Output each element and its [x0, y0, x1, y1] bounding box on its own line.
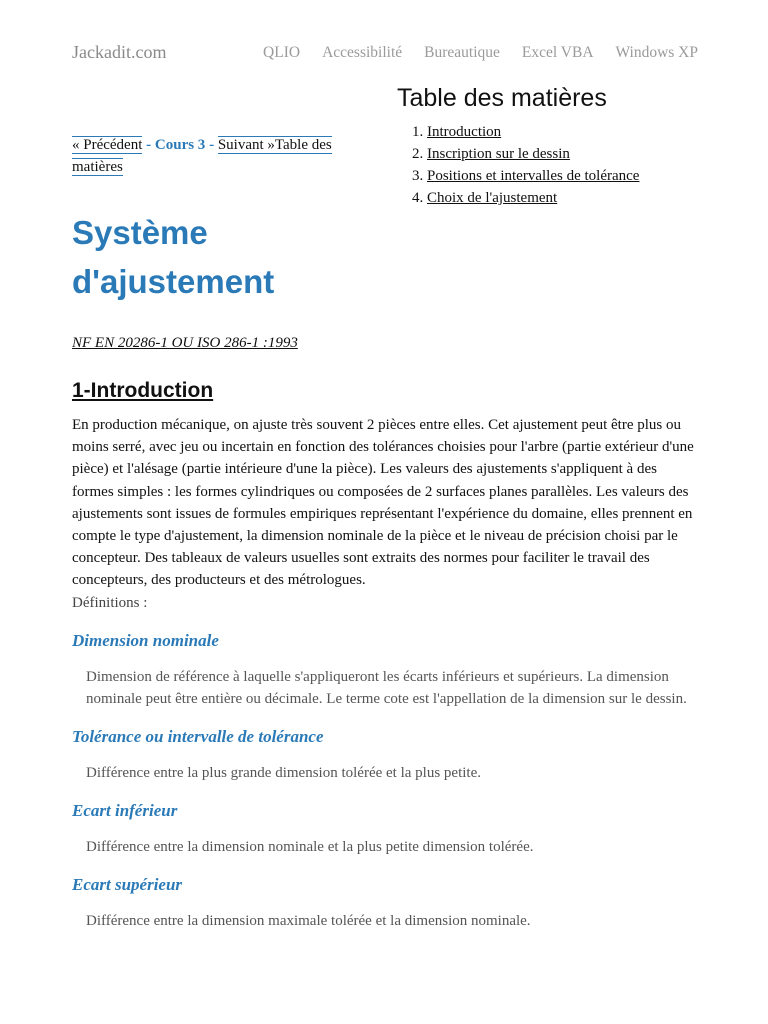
- site-header: [72, 40, 702, 70]
- norm-reference: NF EN 20286-1 OU ISO 286-1 :1993: [72, 335, 298, 351]
- pager-separator: -: [142, 137, 155, 153]
- toc-link-choix[interactable]: Choix de l'ajustement: [427, 190, 558, 206]
- nav-link-windows-xp[interactable]: Windows XP: [615, 44, 698, 61]
- course-pager: [72, 134, 344, 178]
- section-title-introduction: 1-Introduction: [72, 379, 214, 402]
- toc-item: [427, 165, 717, 187]
- toc-list: [397, 121, 717, 209]
- definition-term: Ecart supérieur: [72, 875, 183, 895]
- pager-separator: -: [205, 137, 218, 153]
- toc-link[interactable]: Table des matières: [72, 137, 332, 175]
- toc-item: [427, 121, 717, 143]
- nav-link-accessibilite[interactable]: Accessibilité: [322, 44, 403, 61]
- definition-description: Dimension de référence à laquelle s'appliqueront les écarts inférieurs et supérieurs. La dimension nominale peut être entière ou décimale. Le terme cote est l'appellation de la dimension sur le dessin.: [86, 668, 687, 707]
- main-content: [72, 332, 702, 933]
- nav-link-qlio[interactable]: QLIO: [263, 44, 301, 61]
- nav-link-excel-vba[interactable]: Excel VBA: [521, 44, 594, 61]
- brand-link[interactable]: Jackadit.com: [72, 42, 167, 62]
- nav-link-bureautique[interactable]: Bureautique: [424, 44, 500, 61]
- toc-item: [427, 187, 717, 209]
- introduction-paragraph: En production mécanique, on ajuste très souvent 2 pièces entre elles. Cet ajustement peut être plus ou moins serré, avec jeu ou incertain en fonction des tolérances choisies pour l'arbre (partie extérieur d'une pièce) et l'alésage (partie intérieure d'une la pièce). Les valeurs des ajustements s'appliquent à des formes simples : les formes cylindriques ou composées de 2 surfaces planes parallèles. Les valeurs des ajustements sont issues de formules empiriques représentant l'expérience du domaine, elles prennent en compte le type d'ajustement, la dimension nominale de la pièce et le niveau de précision choisi par le concepteur. Des tableaux de valeurs usuelles sont extraits des normes pour faciliter le travail des concepteurs, des producteurs et des métrologues.: [72, 417, 694, 589]
- definition-description: Différence entre la dimension nominale et la plus petite dimension tolérée.: [86, 839, 534, 856]
- table-of-contents: [397, 84, 717, 209]
- previous-link[interactable]: « Précédent: [72, 137, 143, 153]
- toc-title: Table des matières: [397, 84, 607, 112]
- toc-link-introduction[interactable]: Introduction: [427, 124, 502, 140]
- definition-term: Dimension nominale: [72, 630, 219, 650]
- page-title: Système d'ajustement: [72, 214, 275, 300]
- definition-description: Différence entre la plus grande dimension tolérée et la plus petite.: [86, 765, 481, 782]
- definition-description: Différence entre la dimension maximale tolérée et la dimension nominale.: [86, 913, 531, 930]
- toc-item: [427, 143, 717, 165]
- toc-link-positions[interactable]: Positions et intervalles de tolérance: [427, 168, 640, 184]
- definitions-label: Définitions :: [72, 594, 148, 611]
- course-label: Cours 3: [154, 137, 206, 153]
- top-navigation: [263, 44, 698, 62]
- definition-term: Ecart inférieur: [72, 801, 178, 821]
- toc-link-inscription[interactable]: Inscription sur le dessin: [427, 146, 570, 162]
- next-link[interactable]: Suivant »: [217, 137, 275, 153]
- definition-term: Tolérance ou intervalle de tolérance: [72, 727, 324, 747]
